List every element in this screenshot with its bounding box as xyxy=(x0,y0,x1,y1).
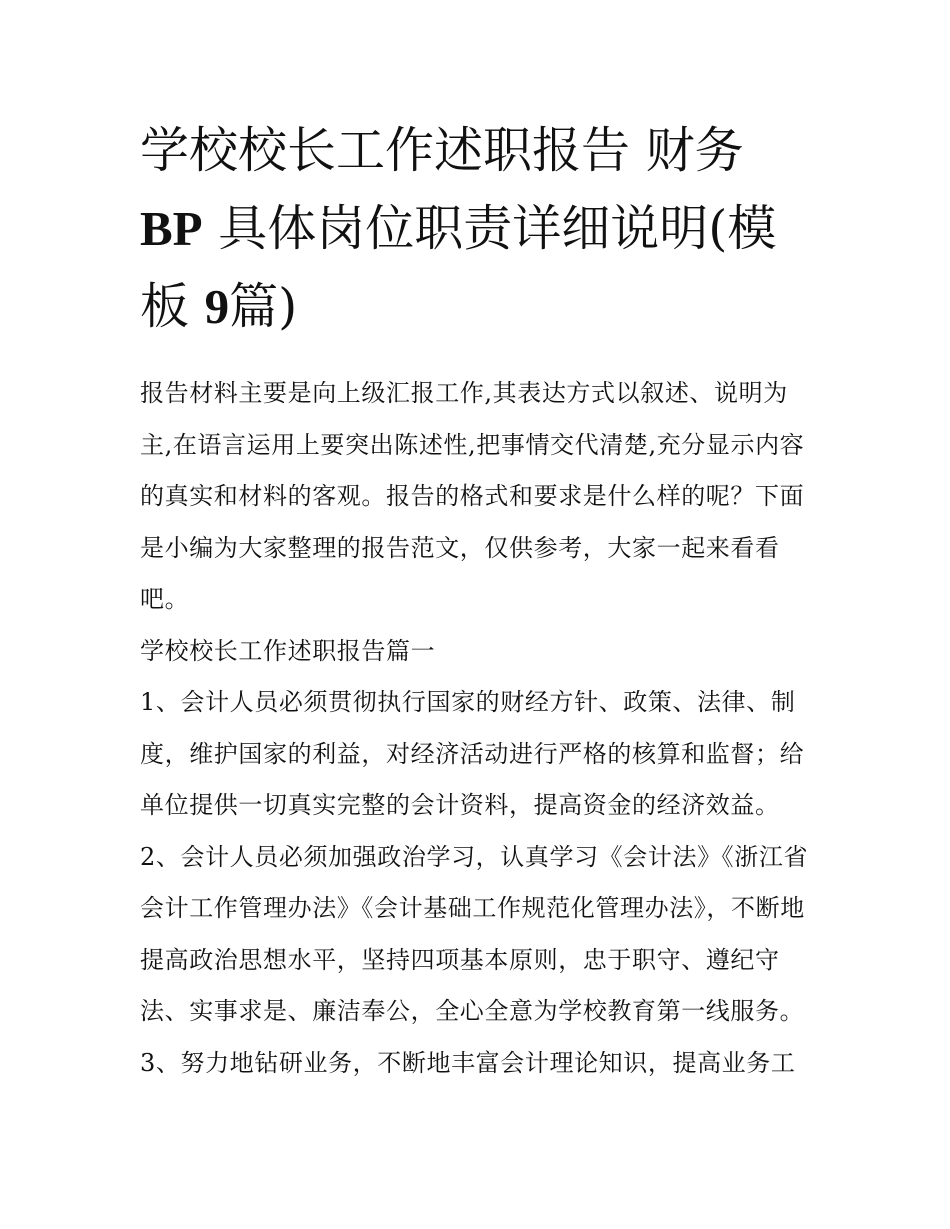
list-item: 3、努力地钻研业务，不断地丰富会计理论知识，提高业务工 xyxy=(140,1048,796,1077)
title-part-4: 9 xyxy=(204,279,230,334)
title-part-2: BP xyxy=(140,201,203,256)
title-part-5: 篇) xyxy=(229,278,298,335)
title-part-3b: 板 xyxy=(140,278,205,335)
list-item: 2、会计人员必须加强政治学习，认真学习《会计法》《浙江省会计工作管理办法》《会计基础工作规范化管理办法》，不断地提高政治思想水平，坚持四项基本原则，忠于职守、遵纪守法、实事求是、廉洁奉公，全心全意为学校教育第一线服务。 xyxy=(140,842,809,1025)
document-title xyxy=(140,112,816,346)
title-part-1: 学校校长工作述职报告 财务 xyxy=(140,122,744,179)
intro-paragraph: 报告材料主要是向上级汇报工作,其表达方式以叙述、说明为主,在语言运用上要突出陈述性,把事情交代清楚,充分显示内容的真实和材料的客观。报告的格式和要求是什么样的呢？下面是小编为大家整理的报告范文，仅供参考，大家一起来看看吧。 xyxy=(140,379,805,613)
list-item: 1、会计人员必须贯彻执行国家的财经方针、政策、法律、制度，维护国家的利益，对经济活动进行严格的核算和监督；给单位提供一切真实完整的会计资料，提高资金的经济效益。 xyxy=(140,688,805,819)
document-page xyxy=(140,112,816,1089)
section-heading: 学校校长工作述职报告篇一 xyxy=(140,636,436,665)
title-part-3: 具体岗位职责详细说明(模 xyxy=(202,200,777,257)
